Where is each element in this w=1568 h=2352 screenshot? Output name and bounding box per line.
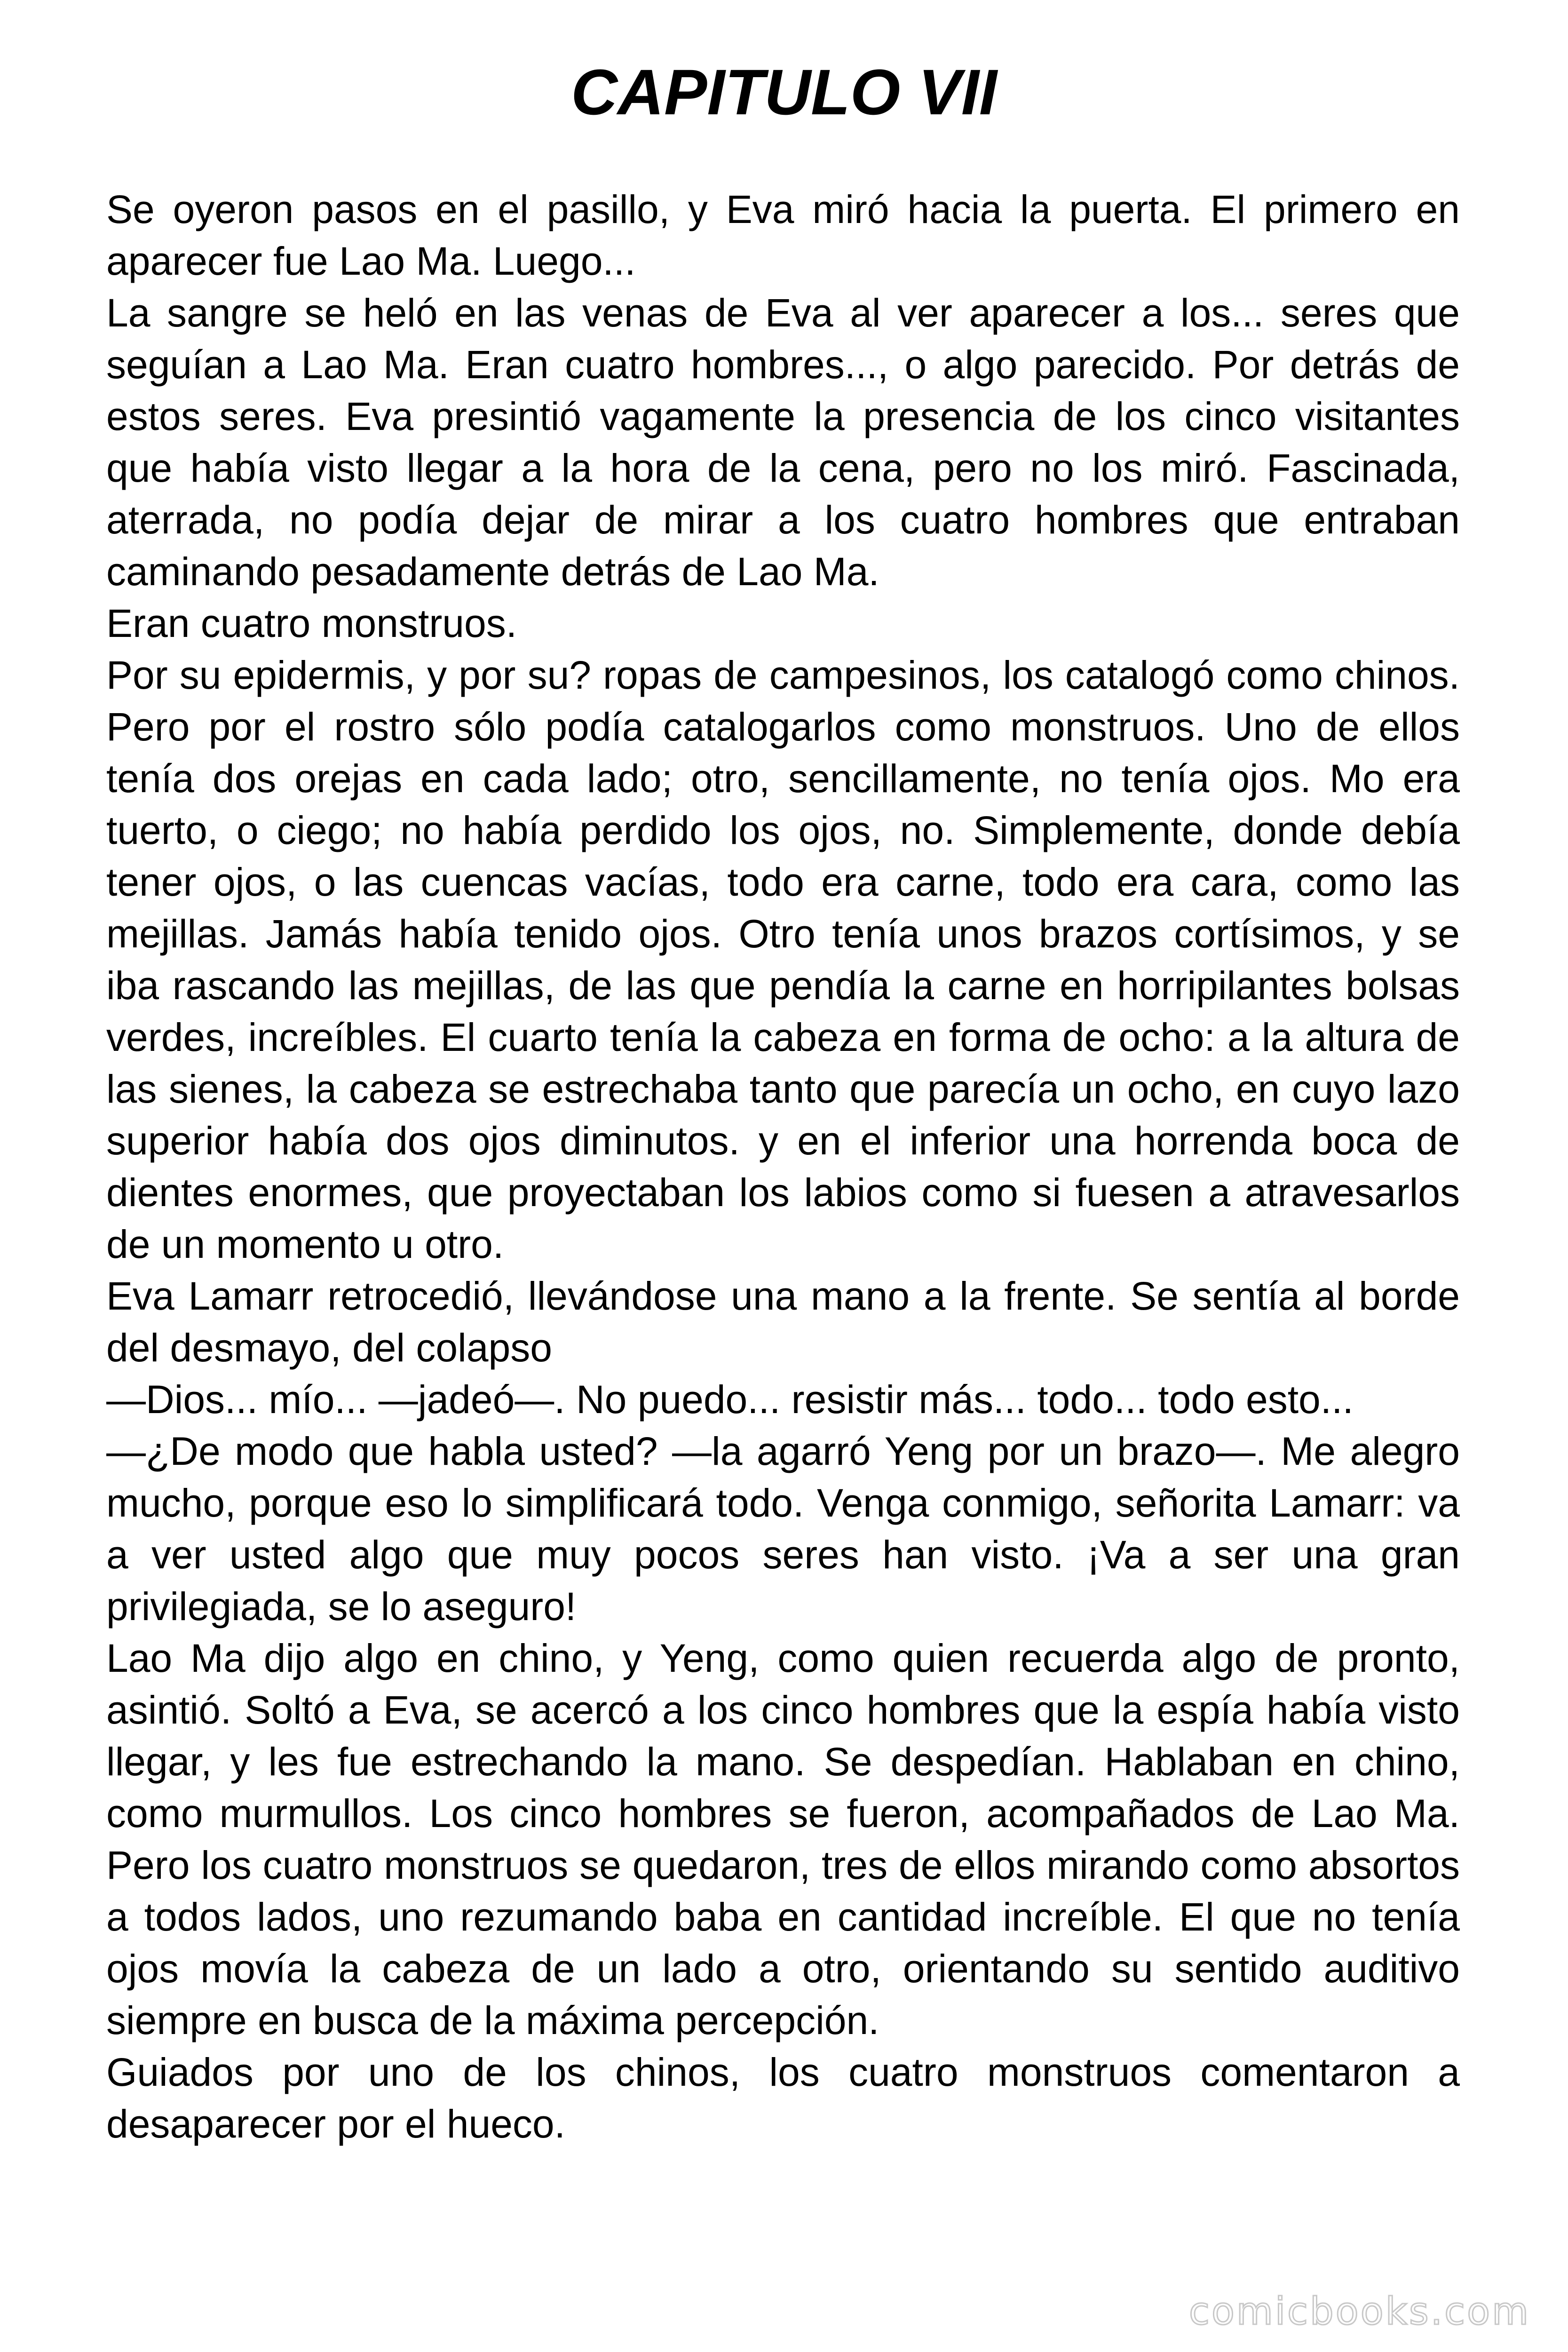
paragraph: Se oyeron pasos en el pasillo, y Eva miró hacia la puerta. El primero en aparecer fue Lao Ma. Luego... xyxy=(106,187,1460,283)
paragraph: La sangre se heló en las venas de Eva al ver aparecer a los... seres que seguían a Lao Ma. Eran cuatro hombres..., o algo parecido. Por detrás de estos seres. Eva presintió vagamente la presencia de los cinco visitantes que había visto llegar a la hora de la cena, pero no los miró. Fascinada, aterrada, no podía dejar de mirar a los cuatro hombres que entraban caminando pesadamente detrás de Lao Ma. xyxy=(106,291,1460,594)
paragraph: Guiados por uno de los chinos, los cuatro monstruos comentaron a desaparecer por el hueco. xyxy=(106,2050,1460,2146)
paragraph: Por su epidermis, y por su? ropas de campesinos, los catalogó como chinos. Pero por el rostro sólo podía catalogarlos como monstruos. Uno de ellos tenía dos orejas en cada lado; otro, sencillamente, no tenía ojos. Mo era tuerto, o ciego; no había perdido los ojos, no. Simplemente, donde debía tener ojos, o las cuencas vacías, todo era carne, todo era cara, como las mejillas. Jamás había tenido ojos. Otro tenía unos brazos cortísimos, y se iba rascando las mejillas, de las que pendía la carne en horripilantes bolsas verdes, increíbles. El cuarto tenía la cabeza en forma de ocho: a la altura de las sienes, la cabeza se estrechaba tanto que parecía un ocho, en cuyo lazo superior había dos ojos diminutos. y en el inferior una horrenda boca de dientes enormes, que proyectaban los labios como si fuesen a atravesarlos de un momento u otro. xyxy=(106,653,1460,1266)
paragraph: —¿De modo que habla usted? —la agarró Yeng por un brazo—. Me alegro mucho, porque eso lo simplificará todo. Venga conmigo, señorita Lamarr: va a ver usted algo que muy pocos seres han visto. ¡Va a ser una gran privilegiada, se lo aseguro! xyxy=(106,1429,1460,1629)
paragraph: Eran cuatro monstruos. xyxy=(106,601,517,645)
chapter-title: CAPITULO VII xyxy=(571,56,997,128)
paragraph: Eva Lamarr retrocedió, llevándose una mano a la frente. Se sentía al borde del desmayo, del colapso xyxy=(106,1274,1460,1370)
watermark: comicbooks.com xyxy=(1188,2289,1530,2333)
paragraph: Lao Ma dijo algo en chino, y Yeng, como quien recuerda algo de pronto, asintió. Soltó a Eva, se acercó a los cinco hombres que la espía había visto llegar, y les fue estrechando la mano. Se despedían. Hablaban en chino, como murmullos. Los cinco hombres se fueron, acompañados de Lao Ma. Pero los cuatro monstruos se quedaron, tres de ellos mirando como absortos a todos lados, uno rezumando baba en cantidad increíble. El que no tenía ojos movía la cabeza de un lado a otro, orientando su sentido auditivo siempre en busca de la máxima percepción. xyxy=(106,1636,1460,2042)
paragraph: —Dios... mío... —jadeó—. No puedo... resistir más... todo... todo esto... xyxy=(106,1377,1354,1422)
chapter-body xyxy=(106,183,1460,2150)
